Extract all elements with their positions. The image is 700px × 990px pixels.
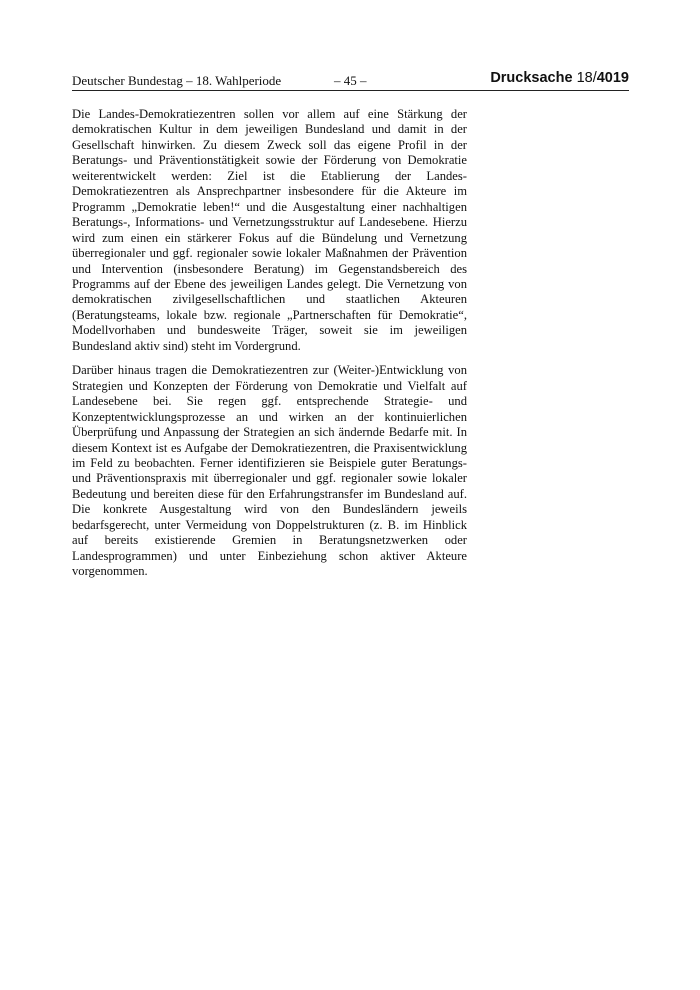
document-number-label: Drucksache	[490, 70, 577, 86]
paragraph-1: Die Landes-Demokratiezentren sollen vor allem auf eine Stärkung der demokratischen Kultur in dem jeweiligen Bundesland und damit in der Gesellschaft hinwirken. Zu diesem Zweck soll das eigene Profil in der Beratungs- und Präventionstätigkeit sowie der Förderung von Demokratie weiterentwickelt werden: Ziel ist die Etablierung der Landes-Demokratiezentren als Ansprechpartner insbesondere für die Akteure im Programm „Demokratie leben!“ und die Ausgestaltung einer nachhaltigen Beratungs-, Informations- und Vernetzungsstruktur auf Landesebene. Hierzu wird zum einen ein stärkerer Fokus auf die Bündelung und Vernetzung überregionaler und ggf. regionaler sowie lokaler Maßnahmen der Prävention und Intervention (insbesondere Beratung) im Gegenstandsbereich des Programms auf der Ebene des jeweiligen Landes gelegt. Die Vernetzung von demokratischen zivilgesellschaftlichen und staatlichen Akteuren (Beratungsteams, lokale bzw. regionale „Partnerschaften für Demokratie“, Modellvorhaben und bundesweite Träger, soweit sie im jeweiligen Bundesland aktiv sind) steht im Vordergrund.	[72, 107, 467, 353]
document-number-period: 18/	[576, 70, 597, 86]
page-header	[72, 70, 629, 90]
body-text	[72, 107, 467, 589]
document-number-value: 4019	[596, 70, 629, 86]
document-number	[490, 70, 629, 86]
paragraph-2: Darüber hinaus tragen die Demokratiezentren zur (Weiter-)Entwicklung von Strategien und Konzepten der Förderung von Demokratie und Vielfalt auf Landesebene bei. Sie regen ggf. entsprechende Strategie- und Konzeptentwicklungsprozesse an und wirken an der kontinuierlichen Überprüfung und Anpassung der Strategien an sich ändernde Bedarfe mit. In diesem Kontext ist es Aufgabe der Demokratiezentren, die Praxisentwicklung im Feld zu beobachten. Ferner identifizieren sie Beispiele guter Beratungs- und Präventionspraxis mit überregionaler und ggf. regionaler sowie lokaler Bedeutung und bereiten diese für den Erfahrungstransfer im Bundesland auf. Die konkrete Ausgestaltung wird von den Bundesländern jeweils bedarfsgerecht, unter Vermeidung von Doppelstrukturen (z. B. im Hinblick auf bereits existierende Gremien in Beratungsnetzwerken oder Landesprogrammen) und unter Einbeziehung schon aktiver Akteure vorgenommen.	[72, 363, 467, 579]
header-divider	[72, 90, 629, 91]
publication-title: Deutscher Bundestag – 18. Wahlperiode	[72, 73, 282, 88]
page-number: – 45 –	[334, 73, 367, 88]
